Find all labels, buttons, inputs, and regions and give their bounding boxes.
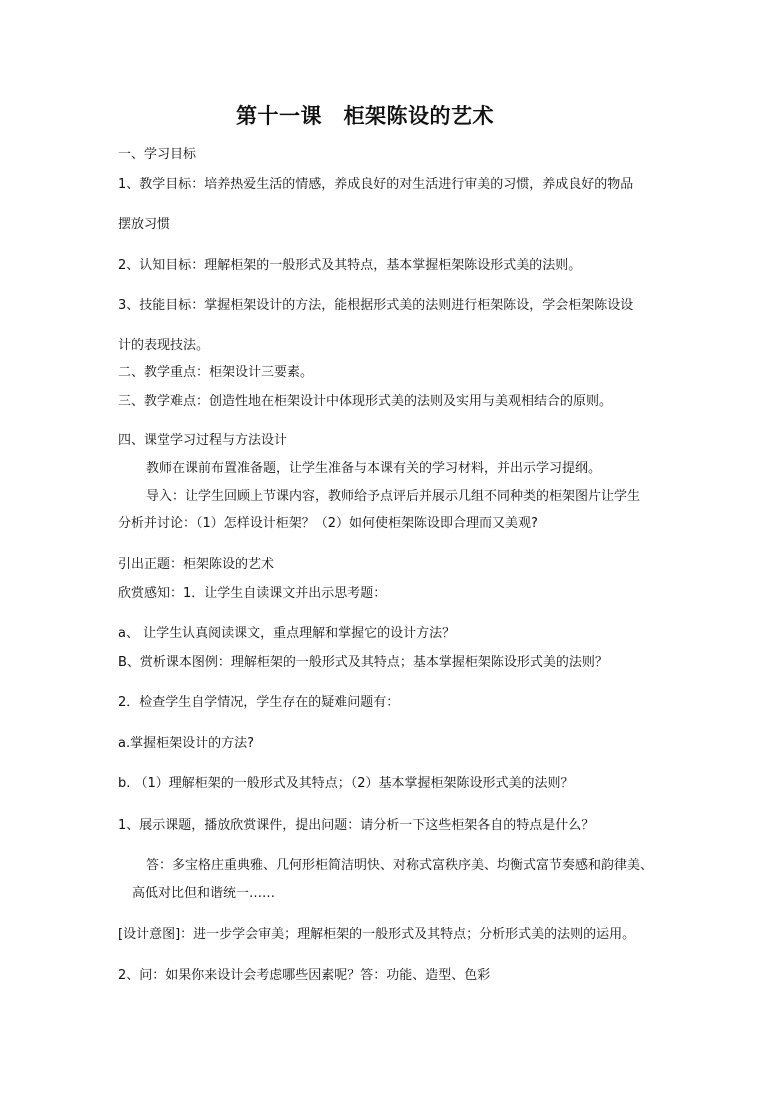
text-line: 三、教学难点：创造性地在柜架设计中体现形式美的法则及实用与美观相结合的原则。: [118, 394, 613, 409]
page-title: 第十一课 柜架陈设的艺术: [236, 104, 494, 128]
text-line: 计的表现技法。: [118, 338, 210, 353]
text-line: 1、教学目标：培养热爱生活的情感，养成良好的对生活进行审美的习惯，养成良好的物品: [118, 177, 634, 192]
text-line: 教师在课前布置准备题，让学生准备与本课有关的学习材料，并出示学习提纲。: [146, 461, 602, 476]
text-line: 二、教学重点：柜架设计三要素。: [118, 365, 314, 380]
text-line: [设计意图]：进一步学会审美；理解柜架的一般形式及其特点；分析形式美的法则的运用。: [118, 927, 636, 942]
text-line: 引出正题：柜架陈设的艺术: [118, 557, 275, 572]
text-line: a、 让学生认真阅读课文，重点理解和掌握它的设计方法？: [118, 626, 456, 641]
text-line: 摆放习惯: [118, 217, 171, 232]
text-line: b. （1）理解柜架的一般形式及其特点；（2）基本掌握柜架陈设形式美的法则？: [118, 776, 574, 791]
text-line: 3、技能目标：掌握柜架设计的方法，能根据形式美的法则进行柜架陈设，学会柜架陈设设: [118, 298, 634, 313]
text-line: 高低对比但和谐统一……: [132, 886, 276, 901]
text-line: 2、认知目标：理解柜架的一般形式及其特点，基本掌握柜架陈设形式美的法则。: [118, 258, 582, 273]
text-line: 分析并讨论：（1）怎样设计柜架？（2）如何使柜架陈设即合理而又美观?: [118, 516, 538, 531]
text-line: 一、学习目标: [118, 147, 197, 162]
text-line: 1、展示课题，播放欣赏课件，提出问题：请分析一下这些柜架各自的特点是什么？: [118, 818, 595, 833]
text-line: 答：多宝格庄重典雅、几何形柜简洁明快、对称式富秩序美、均衡式富节奏感和韵律美、: [146, 858, 654, 873]
text-line: 欣赏感知：1．让学生自读课文并出示思考题：: [118, 586, 387, 601]
text-line: 四、课堂学习过程与方法设计: [118, 433, 288, 448]
text-line: 导入：让学生回顾上节课内容，教师给予点评后并展示几组不同种类的柜架图片让学生: [146, 489, 641, 504]
text-line: B、赏析课本图例：理解柜架的一般形式及其特点；基本掌握柜架陈设形式美的法则？: [118, 655, 608, 670]
text-line: 2．检查学生自学情况，学生存在的疑难问题有：: [118, 695, 400, 710]
text-line: 2、问：如果你来设计会考虑哪些因素呢？答：功能、造型、色彩: [118, 968, 491, 983]
text-line: a.掌握柜架设计的方法?: [118, 736, 254, 751]
